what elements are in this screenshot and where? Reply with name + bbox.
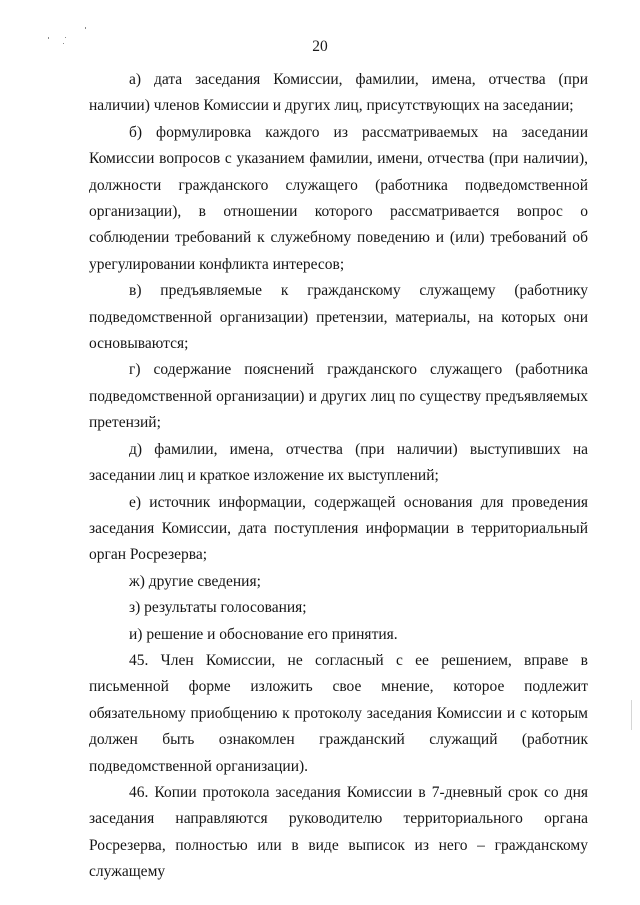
list-item-v: в) предъявляемые к гражданскому служащему (работнику подведомственной организации) претензии, материалы, на которых они основываются;: [89, 282, 588, 353]
page-number: 20: [312, 38, 328, 55]
list-item-zh: ж) другие сведения;: [129, 572, 261, 590]
list-item-a: а) дата заседания Комиссии, фамилии, имена, отчества (при наличии) членов Комиссии и других лиц, присутствующих на заседании;: [89, 71, 588, 115]
list-item-b: б) формулировка каждого из рассматриваемых на заседании Комиссии вопросов с указанием фамилии, имени, отчества (при наличии), должности гражданского служащего (работника подведомственной организации), в отношении которого рассматривается вопрос о соблюдении требований к служебному поведению и (или) требований об урегулировании конфликта интересов;: [89, 123, 588, 273]
clause-45: 45. Член Комиссии, не согласный с ее решением, вправе в письменной форме изложить свое мнение, которое подлежит обязательному приобщению к протоколу заседания Комиссии и с которым должен быть ознакомлен гражданский служащий (работник подведомственной организации).: [89, 651, 588, 775]
clause-46: 46. Копии протокола заседания Комиссии в 7-дневный срок со дня заседания направляются руководителю территориального органа Росрезерва, полностью или в виде выписок из него – гражданскому служащему: [89, 783, 588, 881]
document-body: [89, 67, 588, 886]
scan-artifact: [631, 700, 632, 730]
list-item-e: е) источник информации, содержащей основания для проведения заседания Комиссии, дата поступления информации в территориальный орган Росрезерва;: [89, 493, 588, 564]
list-item-i: и) решение и обоснование его принятия.: [129, 625, 398, 643]
list-item-z: з) результаты голосования;: [129, 599, 307, 617]
scan-artifact: [85, 27, 86, 29]
list-item-d: д) фамилии, имена, отчества (при наличии) выступивших на заседании лиц и краткое изложение их выступлений;: [89, 440, 588, 485]
list-item-g: г) содержание пояснений гражданского служащего (работника подведомственной организации) и других лиц по существу предъявляемых претензий;: [89, 361, 588, 432]
